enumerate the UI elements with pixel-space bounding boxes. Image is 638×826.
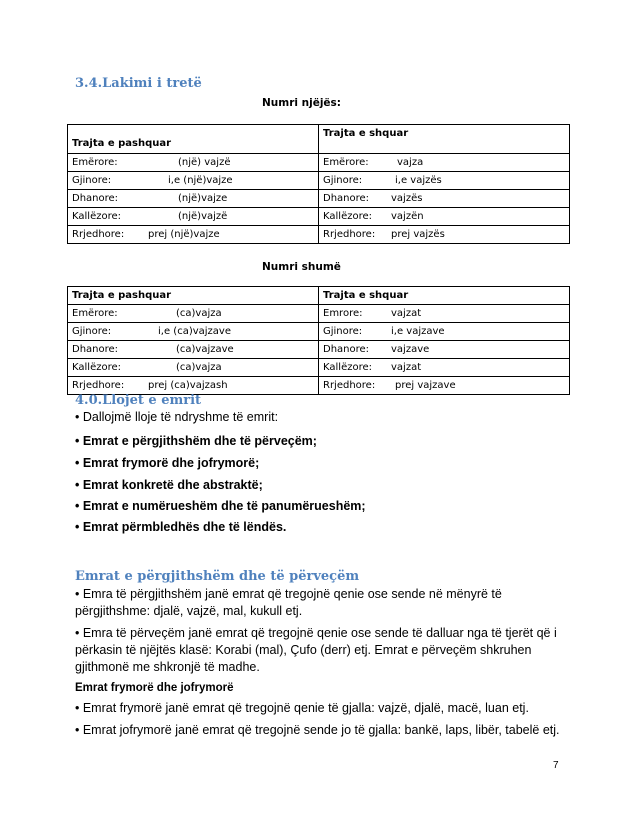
table-row: [68, 190, 570, 208]
plural-title: Numri shumë: [262, 261, 341, 273]
case-value: vajzat: [391, 308, 422, 319]
list-item: • Emrat përmbledhës dhe të lëndës.: [75, 520, 287, 534]
case-label: Rrjedhore:: [323, 229, 376, 240]
case-label: Gjinore:: [72, 326, 112, 337]
table-row: [68, 341, 570, 359]
intro-text: • Dallojmë lloje të ndryshme të emrit:: [75, 410, 279, 424]
table-row: [68, 305, 570, 323]
paragraph-line: përgjithshme: djalë, vajzë, mal, kukull etj.: [75, 604, 303, 618]
case-label: Kallëzore:: [323, 211, 372, 222]
case-value: prej (një)vajze: [148, 229, 220, 240]
paragraph-line: • Emra të përveçëm janë emrat që tregojnë qenie ose sende të dalluar nga të tjerët që i: [75, 626, 557, 640]
case-label: Gjinore:: [72, 175, 112, 186]
case-value: prej vajzave: [395, 380, 456, 391]
header-definite: Trajta e shquar: [319, 125, 570, 154]
table-row: [68, 359, 570, 377]
case-label: Dhanore:: [323, 344, 370, 355]
case-value: vajzës: [391, 193, 423, 204]
header-indefinite: Trajta e pashquar: [68, 287, 319, 305]
case-value: (ca)vajza: [176, 308, 222, 319]
paragraph-line: • Emra të përgjithshëm janë emrat që tregojnë qenie ose sende në mënyrë të: [75, 587, 502, 601]
table-row: [68, 208, 570, 226]
singular-table: [67, 124, 570, 244]
case-label: Gjinore:: [323, 175, 363, 186]
paragraph-line: përkasin të njëjtës klasë: Korabi (mal), Çufo (derr) etj. Emrat e përveçëm shkruhen: [75, 643, 532, 657]
list-item: • Emrat e numërueshëm dhe të panumërueshëm;: [75, 499, 366, 513]
case-value: vajzave: [391, 344, 430, 355]
case-value: (ca)vajza: [176, 362, 222, 373]
case-label: Emërore:: [72, 157, 118, 168]
case-value: vajzën: [391, 211, 424, 222]
case-label: Kallëzore:: [323, 362, 372, 373]
section-heading-lakimi: 3.4.Lakimi i tretë: [75, 76, 202, 91]
case-label: Kallëzore:: [72, 211, 121, 222]
paragraph-line: gjithmonë me shkronjë të madhe.: [75, 660, 260, 674]
case-label: Rrjedhore:: [323, 380, 376, 391]
list-item: • Emrat e përgjithshëm dhe të përveçëm;: [75, 434, 317, 448]
case-label: Dhanore:: [72, 193, 119, 204]
case-value: (një) vajzë: [178, 157, 231, 168]
section-heading-emrat: Emrat e përgjithshëm dhe të përveçëm: [75, 569, 360, 584]
case-value: i,e (një)vajze: [168, 175, 233, 186]
table-row: [68, 226, 570, 244]
case-label: Gjinore:: [323, 326, 363, 337]
table-row: [68, 154, 570, 172]
case-label: Dhanore:: [323, 193, 370, 204]
case-value: (një)vajzë: [178, 211, 228, 222]
table-row: [68, 323, 570, 341]
table-row: [68, 172, 570, 190]
paragraph-line: • Emrat jofrymorë janë emrat që tregojnë sende jo të gjalla: bankë, laps, libër, tabelë etj.: [75, 723, 560, 737]
case-label: Kallëzore:: [72, 362, 121, 373]
page-number: 7: [553, 760, 559, 771]
case-label: Emrore:: [323, 308, 363, 319]
case-label: Emërore:: [323, 157, 369, 168]
case-value: (një)vajze: [178, 193, 228, 204]
case-label: Emërore:: [72, 308, 118, 319]
case-value: i,e (ca)vajzave: [158, 326, 231, 337]
case-label: Rrjedhore:: [72, 380, 125, 391]
case-value: prej (ca)vajzash: [148, 380, 228, 391]
header-indefinite: Trajta e pashquar: [68, 125, 319, 154]
subheading: Emrat frymorë dhe jofrymorë: [75, 682, 234, 694]
case-value: i,e vajzës: [395, 175, 442, 186]
list-item: • Emrat frymorë dhe jofrymorë;: [75, 456, 260, 470]
case-value: vajzat: [391, 362, 422, 373]
case-value: vajza: [397, 157, 424, 168]
singular-title: Numri njëjës:: [262, 97, 342, 109]
header-definite: Trajta e shquar: [319, 287, 570, 305]
plural-table: [67, 286, 570, 395]
case-label: Dhanore:: [72, 344, 119, 355]
list-item: • Emrat konkretë dhe abstraktë;: [75, 478, 263, 492]
case-value: prej vajzës: [391, 229, 445, 240]
section-heading-llojet: 4.0.Llojet e emrit: [75, 393, 202, 408]
table-row: [68, 377, 570, 395]
case-value: (ca)vajzave: [176, 344, 234, 355]
case-value: i,e vajzave: [391, 326, 445, 337]
paragraph-line: • Emrat frymorë janë emrat që tregojnë qenie të gjalla: vajzë, djalë, macë, luan etj.: [75, 701, 529, 715]
case-label: Rrjedhore:: [72, 229, 125, 240]
